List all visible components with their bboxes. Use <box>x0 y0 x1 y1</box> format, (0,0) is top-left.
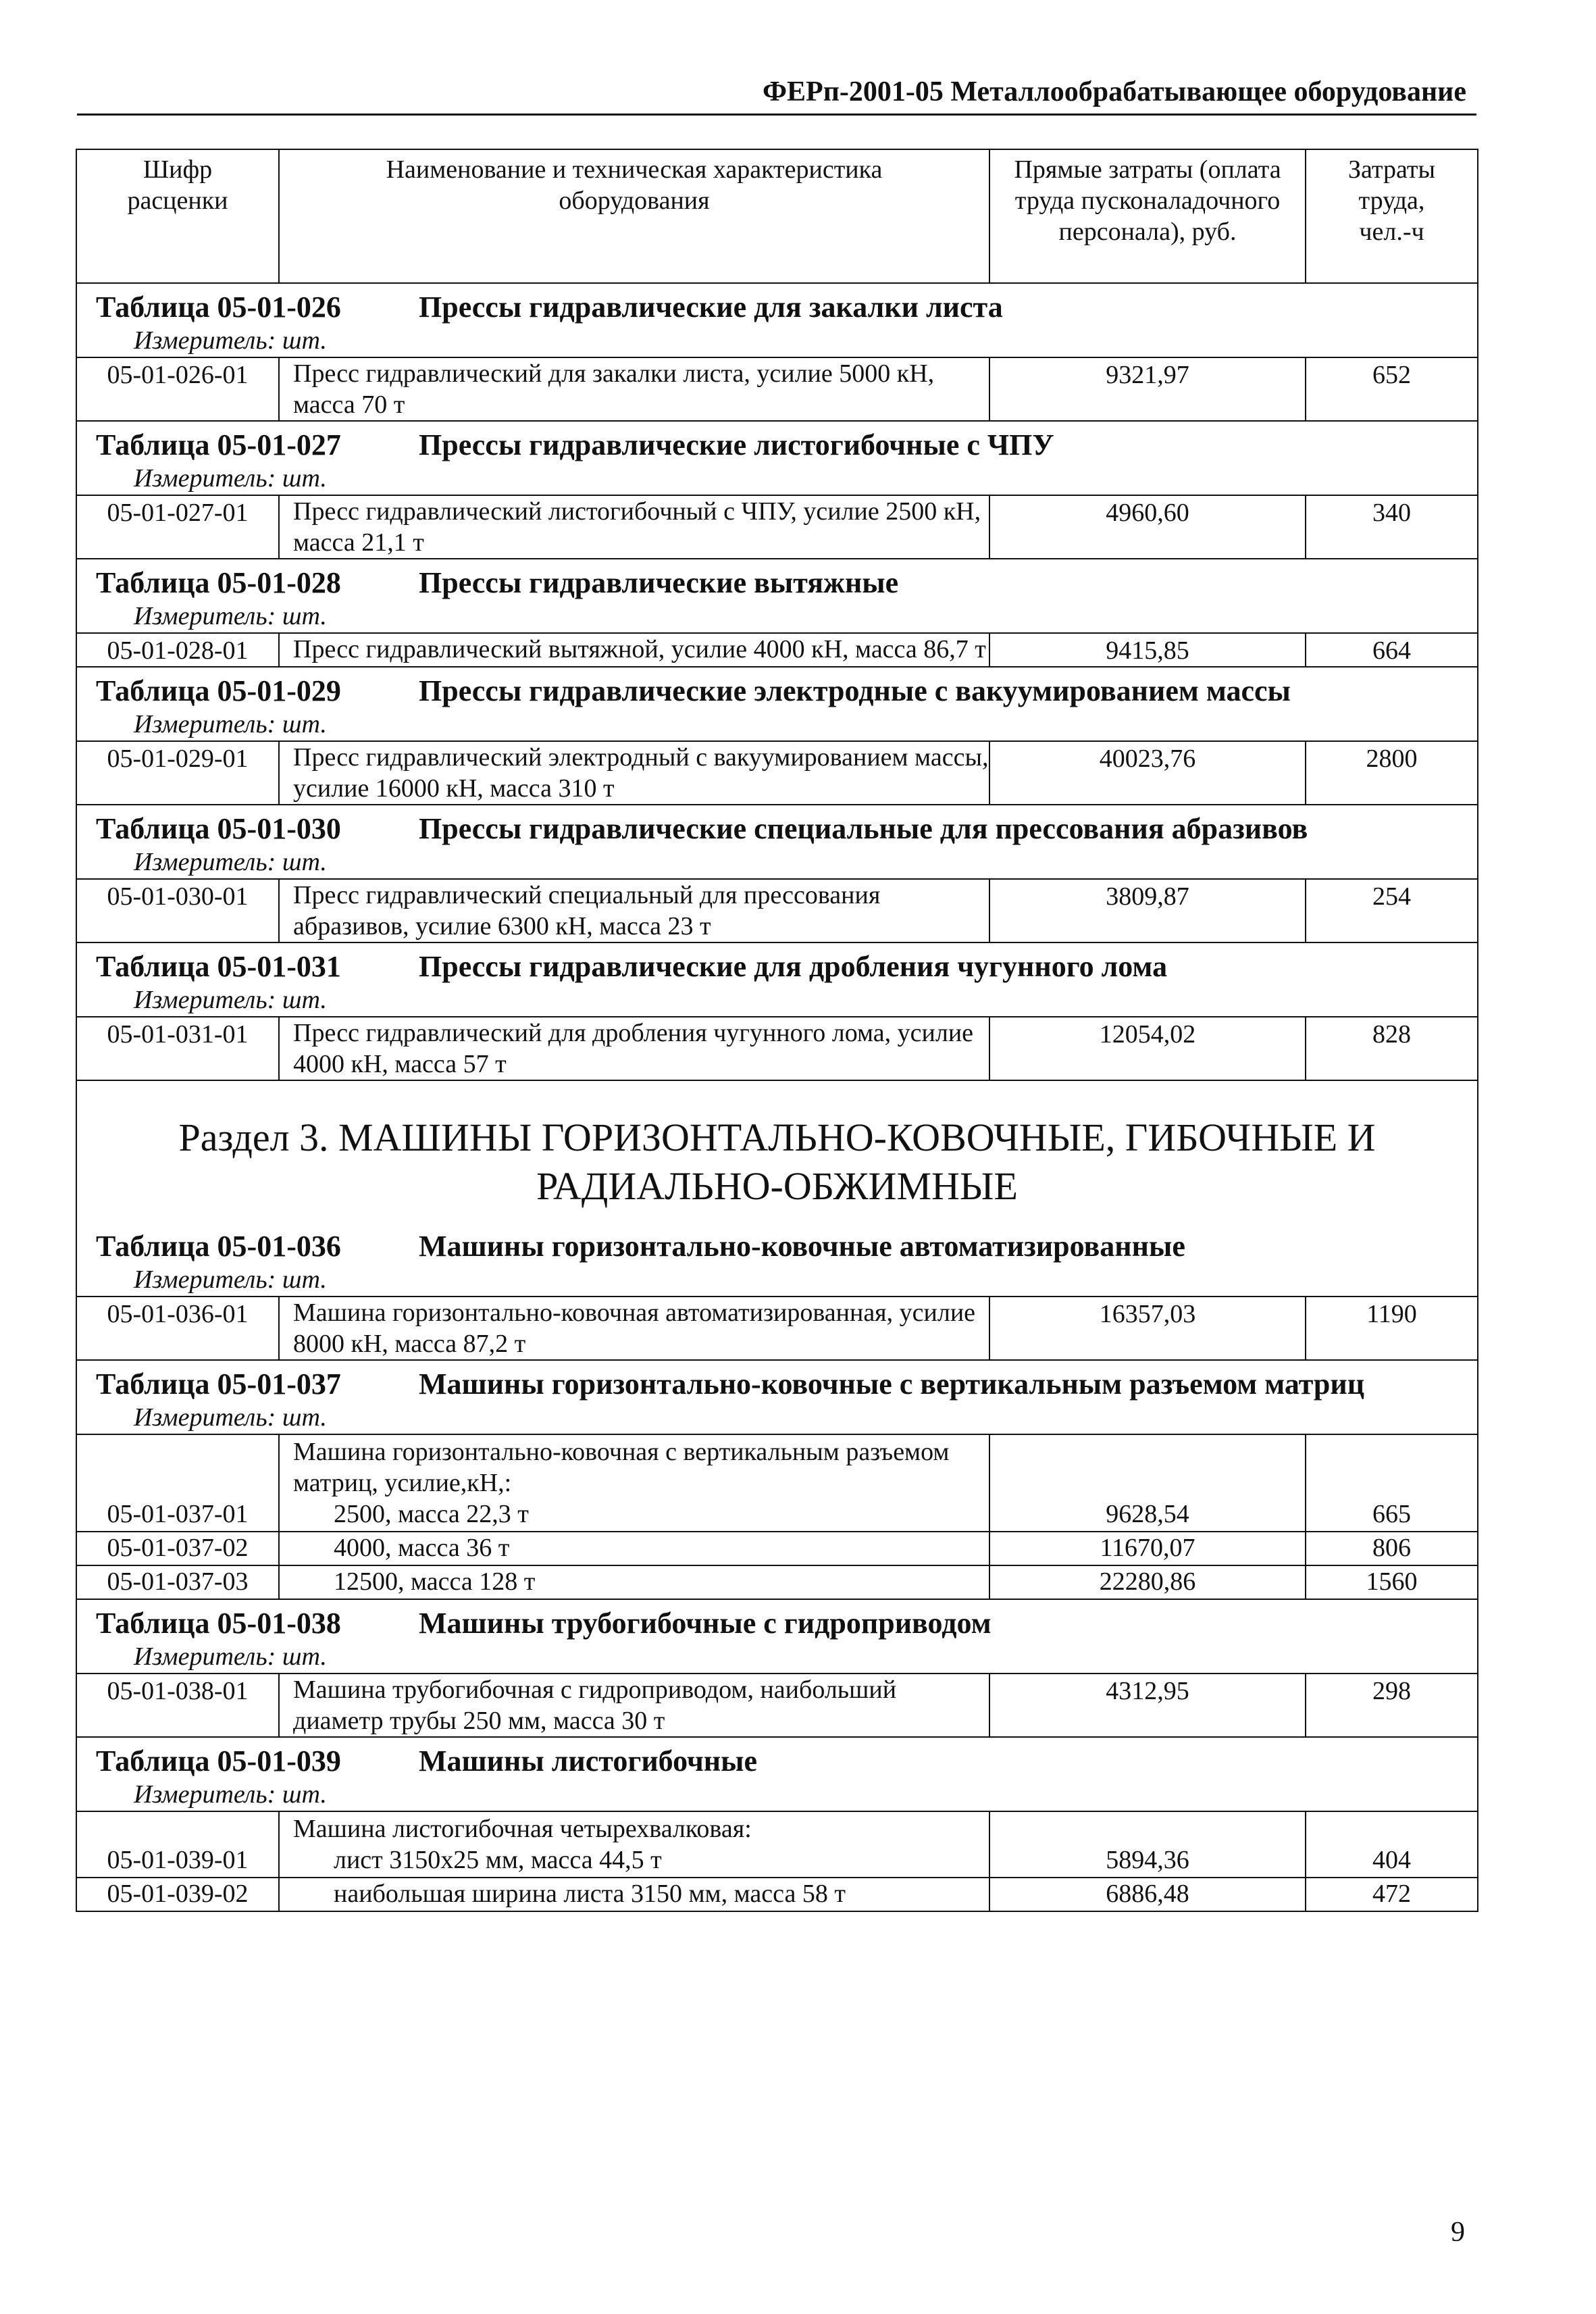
row-labor: 652 <box>1306 357 1478 421</box>
row-direct-cost: 40023,76 <box>989 741 1306 805</box>
measure-unit: Измеритель: шт. <box>134 710 327 738</box>
row-code: 05-01-037-02 <box>76 1532 279 1565</box>
section-title: Раздел 3. МАШИНЫ ГОРИЗОНТАЛЬНО-КОВОЧНЫЕ, ГИБОЧНЫЕ И РАДИАЛЬНО-ОБЖИМНЫЕ <box>178 1115 1376 1208</box>
table-label: Таблица 05-01-039 <box>96 1744 341 1778</box>
measure-unit: Измеритель: шт. <box>134 1403 327 1432</box>
col-name-header: Наименование и техническая характеристика оборудования <box>279 149 989 283</box>
table-title: Прессы гидравлические для дробления чугунного лома <box>419 950 1168 983</box>
group-code-cell <box>76 1434 279 1499</box>
row-name: Пресс гидравлический электродный с вакуумированием массы, усилие 16000 кН, масса 310 т <box>279 741 989 805</box>
row-direct-cost: 9415,85 <box>989 633 1306 667</box>
table-title: Прессы гидравлические специальные для прессования абразивов <box>419 812 1308 845</box>
measure-unit: Измеритель: шт. <box>134 848 327 876</box>
row-direct-cost: 3809,87 <box>989 879 1306 942</box>
table-row <box>76 1878 1478 1911</box>
row-code: 05-01-037-01 <box>76 1499 279 1532</box>
row-code: 05-01-039-01 <box>76 1844 279 1878</box>
table-row <box>76 879 1478 942</box>
section-row-group <box>76 1080 1478 1223</box>
row-labor: 472 <box>1306 1878 1478 1911</box>
table-header-row <box>76 149 1478 283</box>
header-rule <box>77 114 1476 116</box>
row-code: 05-01-030-01 <box>76 879 279 942</box>
table-title: Машины горизонтально-ковочные автоматизированные <box>419 1230 1185 1263</box>
row-direct-cost: 12054,02 <box>989 1017 1306 1080</box>
group-cost-cell <box>989 1434 1306 1499</box>
table-row <box>76 1532 1478 1565</box>
row-code: 05-01-037-03 <box>76 1565 279 1599</box>
row-labor: 806 <box>1306 1532 1478 1565</box>
row-labor: 664 <box>1306 633 1478 667</box>
row-name: Пресс гидравлический вытяжной, усилие 4000 кН, масса 86,7 т <box>279 633 989 667</box>
row-direct-cost: 4312,95 <box>989 1674 1306 1737</box>
table-label: Таблица 05-01-030 <box>96 812 341 845</box>
table-title: Прессы гидравлические электродные с вакуумированием массы <box>419 674 1291 707</box>
table-label: Таблица 05-01-038 <box>96 1607 341 1640</box>
row-code: 05-01-026-01 <box>76 357 279 421</box>
row-labor: 665 <box>1306 1499 1478 1532</box>
table-caption-row <box>76 1360 1478 1434</box>
table-row <box>76 1017 1478 1080</box>
table-row <box>76 357 1478 421</box>
measure-unit: Измеритель: шт. <box>134 986 327 1014</box>
row-name: 12500, масса 128 т <box>279 1565 989 1599</box>
row-labor: 2800 <box>1306 741 1478 805</box>
table-row <box>76 741 1478 805</box>
table-caption-row <box>76 1223 1478 1297</box>
row-name: Пресс гидравлический листогибочный с ЧПУ, усилие 2500 кН, масса 21,1 т <box>279 495 989 559</box>
group-labor-cell <box>1306 1434 1478 1499</box>
measure-unit: Измеритель: шт. <box>134 464 327 493</box>
row-name: 2500, масса 22,3 т <box>279 1499 989 1532</box>
row-name: Машина трубогибочная с гидроприводом, наибольший диаметр трубы 250 мм, масса 30 т <box>279 1674 989 1737</box>
table-label: Таблица 05-01-029 <box>96 674 341 707</box>
group-code-cell <box>76 1811 279 1844</box>
tables-part-2 <box>76 1223 1478 1911</box>
row-name: 4000, масса 36 т <box>279 1532 989 1565</box>
table-row <box>76 1674 1478 1737</box>
table-caption-row <box>76 559 1478 633</box>
row-direct-cost: 5894,36 <box>989 1844 1306 1878</box>
table-title: Прессы гидравлические листогибочные с ЧПУ <box>419 428 1054 461</box>
table-label: Таблица 05-01-026 <box>96 291 341 324</box>
group-name: Машина листогибочная четырехвалковая: <box>279 1811 989 1844</box>
table-label: Таблица 05-01-036 <box>96 1230 341 1263</box>
table-title: Машины листогибочные <box>419 1744 757 1778</box>
row-labor: 298 <box>1306 1674 1478 1737</box>
running-header: ФЕРп-2001-05 Металлообрабатывающее оборудование <box>762 76 1466 107</box>
measure-unit: Измеритель: шт. <box>134 1642 327 1671</box>
row-name: Пресс гидравлический для закалки листа, усилие 5000 кН, масса 70 т <box>279 357 989 421</box>
row-name: Пресс гидравлический для дробления чугунного лома, усилие 4000 кН, масса 57 т <box>279 1017 989 1080</box>
table-title: Машины трубогибочные с гидроприводом <box>419 1607 992 1640</box>
measure-unit: Измеритель: шт. <box>134 326 327 355</box>
group-labor-cell <box>1306 1811 1478 1844</box>
col-direct-costs-header: Прямые затраты (оплата труда пусконаладочного персонала), руб. <box>989 149 1306 283</box>
page-number: 9 <box>1451 2217 1465 2248</box>
price-table <box>76 149 1478 1912</box>
row-code: 05-01-038-01 <box>76 1674 279 1737</box>
measure-unit: Измеритель: шт. <box>134 602 327 630</box>
row-labor: 1560 <box>1306 1565 1478 1599</box>
row-code: 05-01-039-02 <box>76 1878 279 1911</box>
col-labor-header: Затраты труда, чел.-ч <box>1306 149 1478 283</box>
table-caption-row <box>76 1599 1478 1674</box>
row-direct-cost: 9628,54 <box>989 1499 1306 1532</box>
row-code: 05-01-029-01 <box>76 741 279 805</box>
table-caption-row <box>76 805 1478 879</box>
row-name: наибольшая ширина листа 3150 мм, масса 58 т <box>279 1878 989 1911</box>
table-label: Таблица 05-01-028 <box>96 566 341 599</box>
table-title: Машины горизонтально-ковочные с вертикальным разъемом матриц <box>419 1367 1365 1401</box>
group-row <box>76 1811 1478 1844</box>
row-name: лист 3150х25 мм, масса 44,5 т <box>279 1844 989 1878</box>
table-title: Прессы гидравлические для закалки листа <box>419 291 1003 324</box>
table-label: Таблица 05-01-037 <box>96 1367 341 1401</box>
group-row <box>76 1434 1478 1499</box>
table-caption-row <box>76 421 1478 495</box>
table-title: Прессы гидравлические вытяжные <box>419 566 899 599</box>
row-code: 05-01-036-01 <box>76 1297 279 1360</box>
row-direct-cost: 11670,07 <box>989 1532 1306 1565</box>
price-table-page <box>76 149 1477 1912</box>
table-caption-row <box>76 942 1478 1017</box>
row-labor: 404 <box>1306 1844 1478 1878</box>
table-row <box>76 1297 1478 1360</box>
row-code: 05-01-028-01 <box>76 633 279 667</box>
group-name: Машина горизонтально-ковочная с вертикальным разъемом матриц, усилие,кН,: <box>279 1434 989 1499</box>
table-row <box>76 633 1478 667</box>
row-labor: 828 <box>1306 1017 1478 1080</box>
table-row <box>76 495 1478 559</box>
tables-part-1 <box>76 283 1478 1080</box>
table-row <box>76 1844 1478 1878</box>
row-labor: 1190 <box>1306 1297 1478 1360</box>
table-row <box>76 1499 1478 1532</box>
row-direct-cost: 22280,86 <box>989 1565 1306 1599</box>
table-label: Таблица 05-01-027 <box>96 428 341 461</box>
row-name: Пресс гидравлический специальный для прессования абразивов, усилие 6300 кН, масса 23 т <box>279 879 989 942</box>
table-label: Таблица 05-01-031 <box>96 950 341 983</box>
group-cost-cell <box>989 1811 1306 1844</box>
table-caption-row <box>76 283 1478 357</box>
row-name: Машина горизонтально-ковочная автоматизированная, усилие 8000 кН, масса 87,2 т <box>279 1297 989 1360</box>
row-direct-cost: 9321,97 <box>989 357 1306 421</box>
row-labor: 340 <box>1306 495 1478 559</box>
row-labor: 254 <box>1306 879 1478 942</box>
measure-unit: Измеритель: шт. <box>134 1780 327 1809</box>
table-caption-row <box>76 1737 1478 1811</box>
measure-unit: Измеритель: шт. <box>134 1265 327 1294</box>
table-row <box>76 1565 1478 1599</box>
row-code: 05-01-031-01 <box>76 1017 279 1080</box>
table-caption-row <box>76 667 1478 741</box>
col-code-header: Шифр расценки <box>76 149 279 283</box>
row-direct-cost: 16357,03 <box>989 1297 1306 1360</box>
row-code: 05-01-027-01 <box>76 495 279 559</box>
row-direct-cost: 6886,48 <box>989 1878 1306 1911</box>
row-direct-cost: 4960,60 <box>989 495 1306 559</box>
